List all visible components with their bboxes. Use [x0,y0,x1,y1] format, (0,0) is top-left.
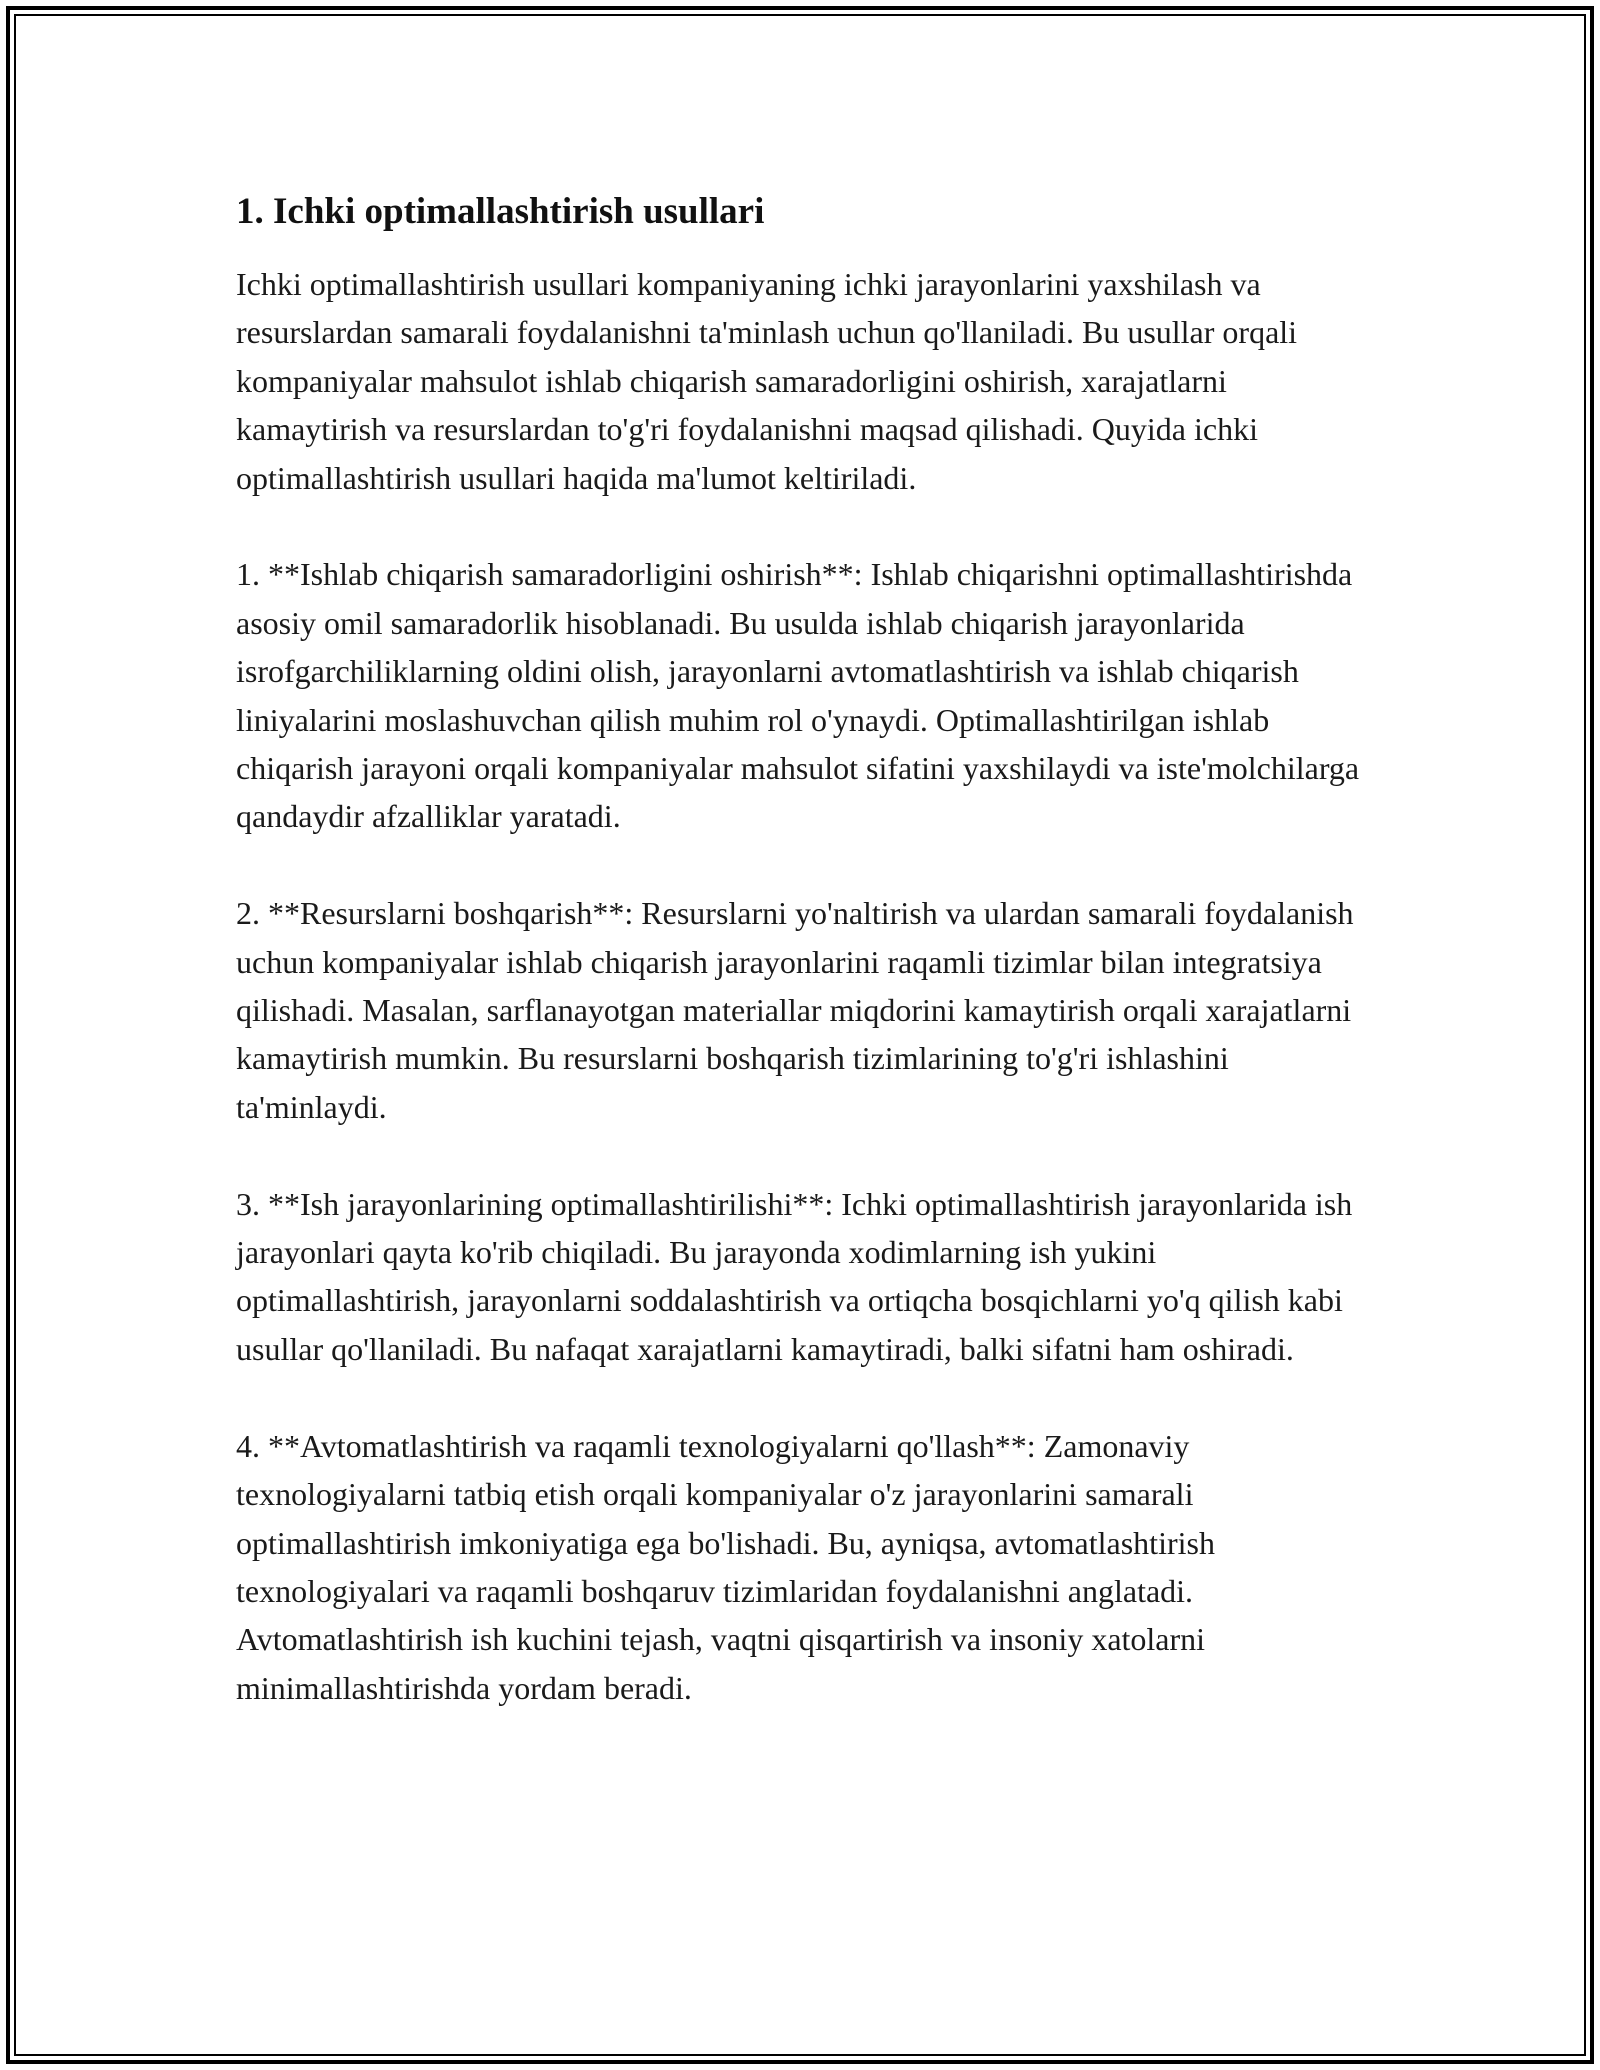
list-item-paragraph-3: 3. **Ish jarayonlarining optimallashtirilishi**: Ichki optimallashtirish jarayonlarida ish jarayonlari qayta ko'rib chiqiladi. Bu jarayonda xodimlarning ish yukini optimallashtirish, jarayonlarni soddalashtirish va ortiqcha bosqichlarni yo'q qilish kabi usullar qo'llaniladi. Bu nafaqat xarajatlarni kamaytiradi, balki sifatni ham oshiradi. [236,1185,1353,1367]
intro-paragraph: Ichki optimallashtirish usullari kompaniyaning ichki jarayonlarini yaxshilash va resurslardan samarali foydalanishni ta'minlash uchun qo'llaniladi. Bu usullar orqali kompaniyalar mahsulot ishlab chiqarish samaradorligini oshirish, xarajatlarni kamaytirish va resurslardan to'g'ri foydalanishni maqsad qilishadi. Quyida ichki optimallashtirish usullari haqida ma'lumot keltiriladi. [236,266,1298,496]
list-item-paragraph-4: 4. **Avtomatlashtirish va raqamli texnologiyalarni qo'llash**: Zamonaviy texnologiyalarni tatbiq etish orqali kompaniyalar o'z jarayonlarini samarali optimallashtirish imkoniyatiga ega bo'lishadi. Bu, ayniqsa, avtomatlashtirish texnologiyalari va raqamli boshqaruv tizimlaridan foydalanishni anglatadi. Avtomatlashtirish ish kuchini tejash, vaqtni qisqartirish va insoniy xatolarni minimallashtirishda yordam beradi. [236,1427,1215,1706]
list-item-paragraph-2: 2. **Resurslarni boshqarish**: Resurslarni yo'naltirish va ulardan samarali foydalanish uchun kompaniyalar ishlab chiqarish jarayonlarini raqamli tizimlar bilan integratsiya qilishadi. Masalan, sarflanayotgan materiallar miqdorini kamaytirish orqali xarajatlarni kamaytirish mumkin. Bu resurslarni boshqarish tizimlarining to'g'ri ishlashini ta'minlaydi. [236,895,1354,1125]
list-item-paragraph-1: 1. **Ishlab chiqarish samaradorligini oshirish**: Ishlab chiqarishni optimallashtirishda asosiy omil samaradorlik hisoblanadi. Bu usulda ishlab chiqarish jarayonlarida isrofgarchiliklarning oldini olish, jarayonlarni avtomatlashtirish va ishlab chiqarish liniyalarini moslashuvchan qilish muhim rol o'ynaydi. Optimallashtirilgan ishlab chiqarish jarayoni orqali kompaniyalar mahsulot sifatini yaxshilaydi va iste'molchilarga qandaydir afzalliklar yaratadi. [236,556,1360,835]
document-body [236,188,1376,1712]
section-heading: 1. Ichki optimallashtirish usullari [236,191,765,232]
